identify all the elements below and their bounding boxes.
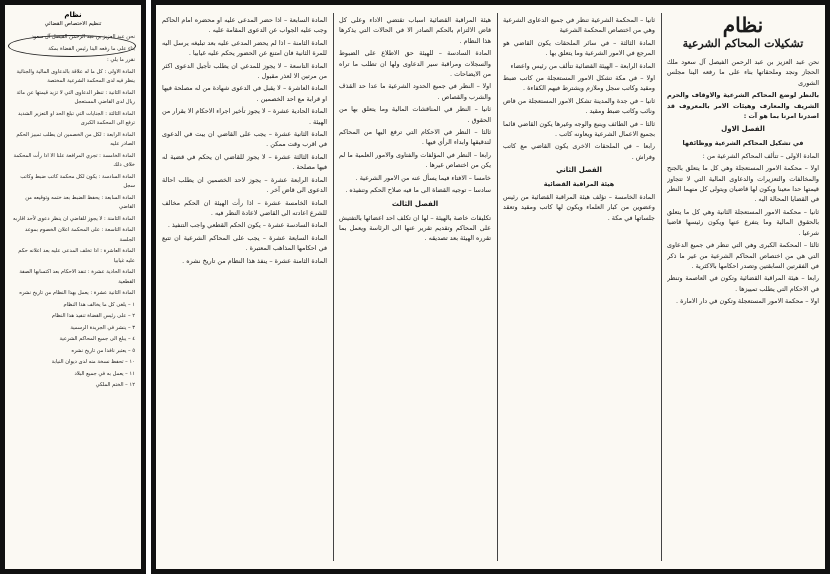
left-page-line: نقرر ما يلي :	[107, 57, 135, 63]
left-page-line: المادة الخامسة : تجري المرافعة علنا الا اذا رأت المحكمة خلاف ذلك	[13, 152, 135, 168]
article-paragraph: المادة السادسة – للهيئة حق الاطلاع على الضبوط والسجلات ومراقبة سير الدعاوى ولها ان تطلب ما تراه من الايضاحات .	[339, 49, 491, 79]
column-4-paragraphs	[162, 15, 327, 266]
article-paragraph: المادة الرابعة عشرة – يجوز لاحد الخصمين ان يطلب احالة الدعوى الى قاض آخر .	[162, 175, 327, 195]
column-divider	[497, 13, 498, 561]
right-page	[151, 0, 830, 574]
article-paragraph: المادة الثامنة عشرة – ينفذ هذا النظام من تاريخ نشره .	[182, 256, 327, 265]
column-divider	[661, 13, 662, 561]
left-page-line: ٥ – يعتبر نافذا من تاريخ نشره	[71, 347, 135, 354]
column-1-paragraphs	[667, 151, 819, 294]
article-paragraph: سادسا – توجيه القضاة الى ما فيه صلاح الحكم وتنفيذه .	[345, 186, 491, 195]
left-page-line: بناء على ما رفعه الينا رئيس القضاة بمكة	[48, 45, 135, 52]
article-paragraph: المادة الثالثة عشرة – لا يجوز للقاضي ان يحكم في قضية له فيها مصلحة .	[162, 152, 327, 172]
column-divider	[333, 13, 334, 561]
left-page-line: ٣ – ينشر في الجريدة الرسمية	[70, 324, 135, 331]
column-3-paragraphs	[339, 15, 491, 196]
left-page-line: ٤ – يبلغ الى جميع المحاكم الشرعية	[59, 336, 135, 342]
left-page-title: نظام	[64, 11, 82, 19]
article-paragraph: المادة الخامسة عشرة – اذا رأت الهيئة ان الحكم مخالف للشرع اعادته الى القاضي لاعادة النظر فيه .	[162, 198, 327, 217]
article-paragraph: ثالثا – في الطائف وينبع والوجه وغيرها يكون القاضي قائما بجميع الاعمال الشرعية ويعاونه كاتب .	[503, 119, 655, 139]
article-paragraph: المادة الاولى – تتألف المحاكم الشرعية من :	[702, 151, 819, 160]
article-paragraph: المادة التاسعة – لا يجوز للمدعي ان يطلب تأجيل الدعوى اكثر من مرتين الا لعذر مقبول .	[162, 61, 327, 81]
column-1	[667, 5, 819, 569]
article-paragraph: اولا – النظر في جميع الحدود الشرعية ما عدا حد القذف والشرب والقصاص .	[339, 82, 491, 101]
left-page-line: المادة السادسة : يكون لكل محكمة كاتب ضبط وكاتب سجل	[20, 173, 135, 189]
article-paragraph: ثانيا – النظر في المناقشات المالية وما يتعلق بها من الحقوق .	[339, 105, 491, 124]
section-body: هيئة المراقبة القضائية	[543, 180, 615, 189]
section-title: الفصل الثالث	[391, 199, 439, 208]
left-page-line: المادة الثانية : تنظر الدعاوى التي لا تزيد قيمتها عن مائة ريال لدى القاضي المستعجل	[16, 89, 135, 105]
closing: اولا – محكمة الامور المستعجلة وتكون في دار الامارة .	[676, 297, 819, 306]
page-title: نظام	[722, 13, 764, 37]
column-4	[162, 5, 327, 569]
section-title: الفصل الثاني	[556, 166, 602, 175]
article-paragraph: المادة الحادية عشرة – لا يجوز تأخير اجراء الاحكام الا بقرار من الهيئة .	[162, 107, 327, 126]
article-paragraph: ثانيا – في جدة والمدينة تشكل الامور المستعجلة من قاض ونائب وكاتب ضبط ومقيد .	[503, 96, 655, 116]
article-paragraph: ثالثا – المحكمة الكبرى وهي التي تنظر في جميع الدعاوى التي هي من اختصاص المحاكم الشرعية من غير ما ذكر في الفقرتين السابقتين وتصدر احكامها بالاكثرية .	[667, 241, 819, 270]
article-paragraph: ثانيا – المحكمة الشرعية تنظر في جميع الدعاوى الشرعية وهي من اختصاص المحكمة الشرعية	[503, 16, 655, 35]
article-paragraph: رابعا – في الملحقات الاخرى يكون القاضي مع كاتب وفراش .	[503, 142, 655, 161]
article-paragraph: ثانيا – محكمة الامور المستعجلة الثانية وهي كل ما يتعلق بالحقوق المالية وما يتفرع عنها ويكون رئيسها قاضيا شرعيا .	[667, 207, 819, 237]
page-subtitle: تشكيلات المحاكم الشرعية	[682, 37, 804, 50]
left-page-lines	[11, 33, 135, 391]
article-paragraph: رابعا – هيئة المراقبة القضائية وتكون في العاصمة وتنظر في الاحكام التي يطلب تمييزها .	[667, 274, 819, 293]
article-paragraph: المادة السادسة عشرة – يكون الحكم القطعي واجب التنفيذ .	[167, 221, 327, 230]
article-paragraph: المادة الثانية عشرة – يجب على القاضي ان يبت في الدعوى في اقرب وقت ممكن .	[162, 130, 327, 149]
left-page-line: ١٠ – تحفظ نسخة منه لدى ديوان النيابة	[51, 359, 135, 365]
left-page	[0, 0, 146, 574]
left-page-content	[11, 11, 135, 563]
column-2-paragraphs	[503, 15, 655, 162]
left-page-line: المادة الثامنة : لا يجوز للقاضي ان ينظر دعوى لأحد اقاربه	[13, 215, 135, 222]
article-paragraph: اولا – في مكة تشكل الامور المستعجلة من كاتب ضبط ومقيد وكاتب سجل وملازم ويشترط فيهم الكفاءة .	[503, 74, 655, 93]
left-page-line: المادة الثالثة : الجنايات التي تبلغ الحد او التعزير الشديد ترفع الى المحكمة الكبرى	[18, 110, 135, 126]
section-body: في تشكيل المحاكم الشرعية ووظائفها	[682, 139, 804, 148]
left-page-line: ١١ – يعمل به في جميع البلاد	[74, 370, 135, 377]
article-paragraph: المادة الثالثة – في سائر الملحقات يكون القاضي هو المرجع في الامور الشرعية وما يتعلق بها .	[503, 38, 655, 58]
preamble: نحن عبد العزيز بن عبد الرحمن الفيصل آل سعود ملك الحجاز ونجد وملحقاتها بناء على ما رفعه الينا مجلس الشورى	[667, 58, 819, 87]
article-paragraph: المادة العاشرة – لا يقبل في الدعوى شهادة من له مصلحة فيها او قرابة مع احد الخصمين .	[162, 84, 327, 103]
article-paragraph: خامسا – الافتاء فيما يسأل عنه من الامور الشرعية .	[355, 173, 491, 182]
article-paragraph: رابعا – النظر في المؤلفات والفتاوى والامور العلمية ما لم يكن من اختصاص غيرها .	[339, 150, 491, 170]
section-title: الفصل الاول	[721, 125, 765, 134]
left-page-subtitle: تنظيم الاختصاص القضائي	[44, 21, 102, 27]
column-2	[503, 5, 655, 569]
left-page-line: المادة الرابعة : لكل من الخصمين ان يطلب تمييز الحكم الصادر عليه	[16, 131, 135, 147]
article-paragraph: ثالثا – النظر في الاحكام التي ترفع اليها من المحاكم لتدقيقها وابداء الرأي فيها .	[339, 128, 491, 147]
column-3	[339, 5, 491, 569]
article-paragraph: المادة السابعة – اذا حضر المدعى عليه او محضره امام الحاكم وجب عليه الجواب عن الدعوى المقامة عليه .	[162, 16, 327, 35]
left-page-line: المادة التاسعة : على المحكمة اعلان الخصوم بموعد الجلسة	[24, 227, 135, 243]
left-page-line: نحن عبد العزيز بن عبد الرحمن الفيصل آل سعود	[31, 34, 135, 40]
article-paragraph: اولا – محكمة الامور المستعجلة وهي كل ما يتعلق بالجنح والمخالفات والتعزيرات والدعاوى المالية التي لا تتجاوز قيمتها حدا معينا ويكون لها قاضيان ويتولى كل منهما النظر في القضايا المحالة اليه .	[667, 164, 819, 204]
article-paragraph: المادة الرابعة – الهيئة القضائية تتألف من رئيس واعضاء	[510, 61, 655, 70]
article-paragraph: المادة السابعة عشرة – يجب على المحاكم الشرعية ان تتبع في احكامها المذاهب المعتبرة .	[162, 233, 327, 253]
left-page-line: المادة السابعة : يحفظ الضبط بعد ختمه وتوقيعه من القاضي	[25, 194, 135, 210]
left-page-line: ١٢ – الختم الملكي	[95, 382, 135, 388]
column-2-tail: المادة الخامسة – تؤلف هيئة المراقبة القضائية من رئيس وعضوين من كبار العلماء ويكون لها كاتب ومقيد وتعقد جلساتها في مكة .	[503, 192, 655, 222]
intro: بالنظر لوضع المحاكم الشرعية والاوقاف والحرم الشريف والمعارف وهيئات الامر بالمعروف قد اصدرنا امرنا بما هو آت :	[667, 91, 819, 121]
column-3-tail: تكليفات خاصة بالهيئة – لها ان تكلف احد اعضائها بالتفتيش على المحاكم وتقديم تقرير عنها الى الرئاسة ويعمل بما تقرره الهيئة بعد تصديقه .	[339, 213, 491, 243]
left-page-line: ١ – يلغى كل ما يخالف هذا النظام	[63, 301, 135, 308]
left-page-line: المادة العاشرة : اذا تخلف المدعى عليه بعد اعلانه حكم عليه غيابيا	[18, 248, 135, 264]
article-paragraph: هيئة المراقبة القضائية اسباب تقتضي الاداء وعلى كل قاض الالتزام بالحكم الصادر الا في الحالات التي يذكرها هذا النظام .	[339, 16, 491, 45]
article-paragraph: المادة الثامنة – اذا لم يحضر المدعى عليه بعد تبليغه يرسل اليه للمرة الثانية فان امتنع عن الحضور يحكم عليه غيابيا .	[162, 38, 327, 58]
left-page-line: المادة الثانية عشرة : يعمل بهذا النظام من تاريخ نشره	[19, 290, 135, 296]
left-page-line: المادة الحادية عشرة : تنفذ الاحكام بعد اكتسابها الصفة القطعية	[19, 269, 135, 285]
left-page-line: المادة الاولى : كل ما له علاقة بالدعاوى المالية والجنائية ينظر فيه لدى المحكمة الشرعية المختصة	[16, 68, 135, 84]
left-page-line: ٢ – على رئيس القضاة تنفيذ هذا النظام	[51, 313, 135, 319]
